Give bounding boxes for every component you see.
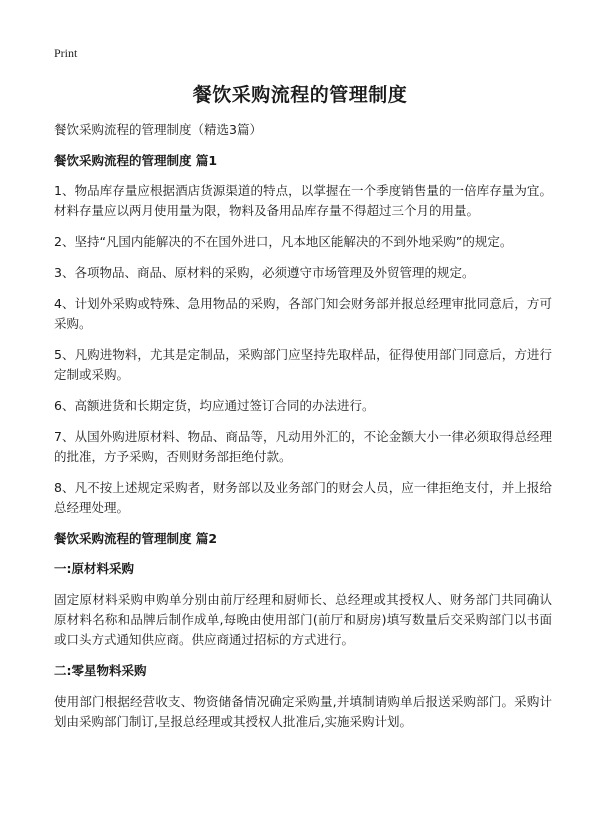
section-2-sub-2-text: 使用部门根据经营收支、物资储备情况确定采购量,并填制请购单后报送采购部门。采购计划由采购部门制订,呈报总经理或其授权人批准后,实施采购计划。 [54,694,552,729]
section-2-heading: 餐饮采购流程的管理制度 篇2 [54,531,218,546]
document-title: 餐饮采购流程的管理制度 [192,84,408,106]
section-2-sub-1-heading: 一:原材料采购 [54,561,134,576]
document-subtitle: 餐饮采购流程的管理制度（精选3篇） [54,122,262,137]
section-1-item-3: 3、各项物品、商品、原材料的采购，必须遵守市场管理及外贸管理的规定。 [54,265,475,280]
section-2-sub-1-text: 固定原材料采购申购单分别由前厅经理和厨师长、总经理或其授权人、财务部门共同确认原材料名称和品牌后制作成单,每晚由使用部门(前厅和厨房)填写数量后交采购部门以书面或口头方式通知供应商。供应商通过招标的方式进行。 [54,592,552,647]
section-2-sub-2-heading: 二:零星物料采购 [54,663,147,678]
section-1-item-5: 5、凡购进物料，尤其是定制品，采购部门应坚持先取样品，征得使用部门同意后，方进行定制或采购。 [54,347,552,382]
print-label: Print [54,46,78,60]
section-1-item-2: 2、坚持“凡国内能解决的不在国外进口，凡本地区能解决的不到外地采购”的规定。 [54,234,513,249]
section-1-item-4: 4、计划外采购或特殊、急用物品的采购，各部门知会财务部并报总经理审批同意后，方可采购。 [54,296,552,331]
section-1-heading: 餐饮采购流程的管理制度 篇1 [54,153,218,168]
section-1-item-8: 8、凡不按上述规定采购者，财务部以及业务部门的财会人员，应一律拒绝支付，并上报给总经理处理。 [54,480,552,515]
section-1-item-7: 7、从国外购进原材料、物品、商品等，凡动用外汇的，不论金额大小一律必须取得总经理的批准，方予采购，否则财务部拒绝付款。 [54,429,552,464]
section-1-item-1: 1、物品库存量应根据酒店货源渠道的特点，以掌握在一个季度销售量的一倍库存量为宜。材料存量应以两月使用量为限，物料及备用品库存量不得超过三个月的用量。 [54,183,552,218]
document-body [54,120,552,743]
section-1-item-6: 6、高额进货和长期定货，均应通过签订合同的办法进行。 [54,398,375,413]
